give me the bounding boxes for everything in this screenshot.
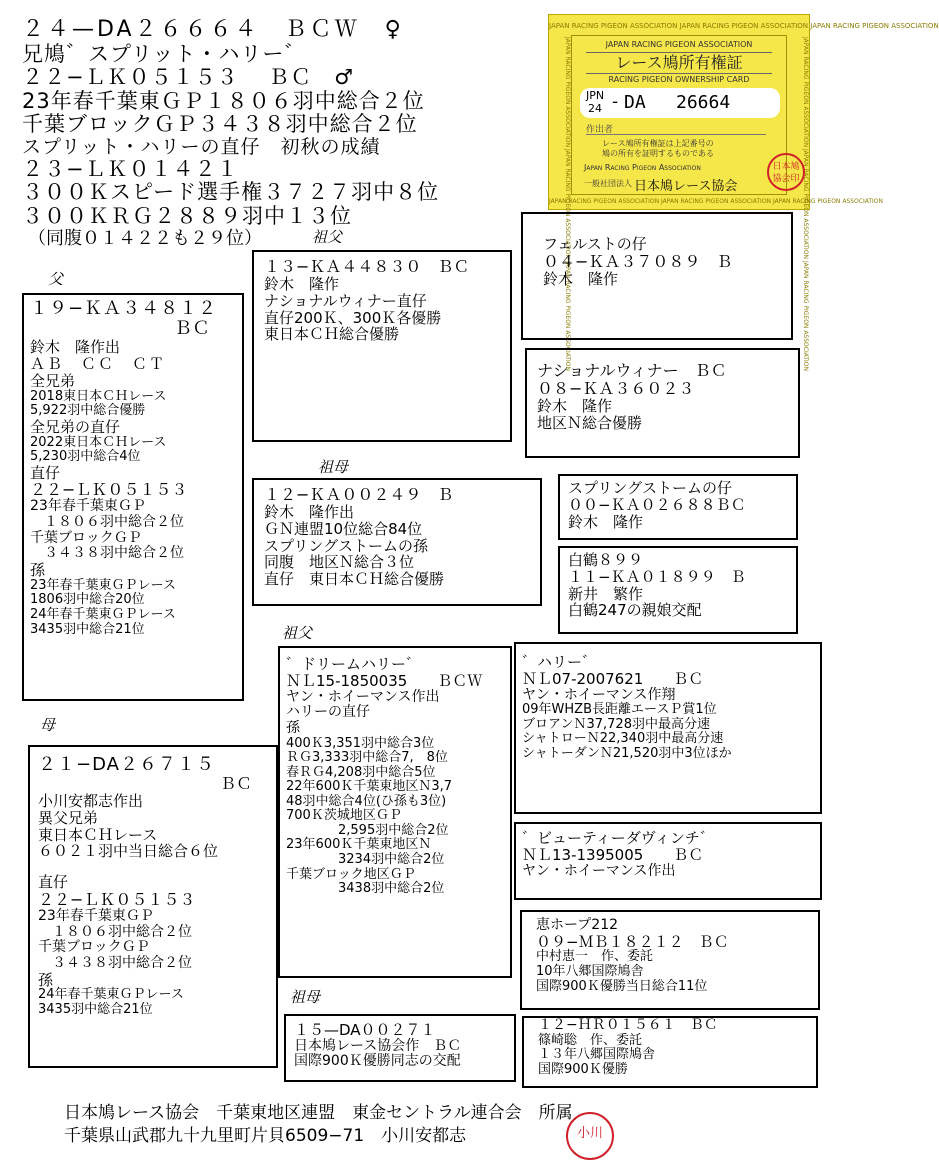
pgs-sire-box bbox=[521, 212, 793, 340]
mat-grandsire-line: 2,595羽中総合2位 bbox=[286, 822, 449, 838]
cert-author-line bbox=[586, 134, 766, 135]
mgd-dam-line: 国際900Ｋ優勝 bbox=[538, 1061, 628, 1077]
pat-granddam-line: スプリングストームの孫 bbox=[264, 536, 428, 555]
label-sofu-maternal: 祖父 bbox=[282, 624, 313, 642]
pat-grandsire-line: ナショナルウィナー直仔 bbox=[264, 291, 427, 310]
dam-line: 3435羽中総合21位 bbox=[38, 1001, 153, 1017]
mgs-sire-line: ゛ハリー゛ bbox=[522, 653, 598, 671]
sire-line: 1806羽中総合20位 bbox=[30, 592, 145, 608]
label-haha: 母 bbox=[40, 716, 56, 734]
label-sofu-paternal: 祖父 bbox=[312, 228, 343, 246]
sire-line: 孫 bbox=[30, 561, 46, 580]
sire-line: 直仔 bbox=[30, 463, 61, 482]
pgd-sire-line: 鈴木 隆作 bbox=[568, 512, 644, 531]
mgd-sire-line: 国際900Ｋ優勝当日総合11位 bbox=[536, 978, 708, 994]
header-line: ２４—DA２６６６４ ＢＣＷ ♀ bbox=[22, 17, 404, 42]
cert-ring-code: DA bbox=[624, 92, 646, 113]
cert-seal-text: 日本鳩協会印 bbox=[772, 162, 800, 184]
dam-line bbox=[38, 860, 268, 874]
sire-line: 3435羽中総合21位 bbox=[30, 621, 145, 637]
mgs-sire-line: ブロアンＮ37,728羽中最高分速 bbox=[522, 716, 710, 732]
pat-grandsire-line: 直仔200Ｋ、300Ｋ各優勝 bbox=[264, 308, 442, 327]
pgs-sire-line: フェルストの仔 bbox=[543, 235, 647, 253]
pgs-sire-line: ０４−ＫＡ３７０８９ Ｂ bbox=[543, 251, 733, 271]
mat-grandsire-line: 23年600Ｋ千葉東地区Ｎ bbox=[286, 837, 432, 853]
sire-line: 5,922羽中総合優勝 bbox=[30, 403, 146, 419]
pgs-sire-line: 鈴木 隆作 bbox=[543, 269, 619, 288]
cert-ring-dash: - bbox=[612, 92, 619, 112]
pat-grandsire-line: １３−ＫＡ４４８３０ ＢＣ bbox=[264, 257, 470, 276]
pgs-dam-box bbox=[525, 348, 800, 458]
dam-line: 異父兄弟 bbox=[38, 808, 99, 827]
mgs-sire-line: シャトーダンＮ21,520羽中3位ほか bbox=[522, 745, 732, 761]
mat-grandsire-line: 春ＲＧ4,208羽中総合5位 bbox=[286, 764, 436, 780]
mgs-dam-line: ＮＬ13-1395005 ＢＣ bbox=[522, 845, 704, 864]
cert-ring-prefix-bottom: 24 bbox=[588, 102, 602, 115]
pat-granddam-line: 直仔 東日本ＣＨ総合優勝 bbox=[264, 570, 445, 589]
mgs-dam-line: ヤン・ホイーマンス作出 bbox=[522, 862, 676, 879]
sire-line: 2022東日本ＣＨレース bbox=[30, 434, 167, 450]
pgd-dam-line: 白鶴247の親娘交配 bbox=[568, 601, 702, 620]
cert-inner-frame bbox=[571, 35, 787, 195]
pgd-sire-box bbox=[558, 474, 798, 540]
dam-line: 23年春千葉東ＧＰ bbox=[38, 907, 154, 924]
pgd-dam-box bbox=[558, 546, 798, 634]
cert-border-text-bottom: JAPAN RACING PIGEON ASSOCIATION JAPAN RACING PIGEON ASSOCIATION JAPAN RACING PIGEON ASSOCIATION bbox=[549, 198, 884, 205]
mat-grandsire-line: ＮＬ15-1850035 ＢＣＷ bbox=[286, 671, 483, 690]
mat-granddam-line: 国際900Ｋ優勝同志の交配 bbox=[294, 1053, 461, 1070]
owner-seal-text: 小川 bbox=[576, 1126, 603, 1141]
dam-color: ＢＣ bbox=[219, 774, 252, 794]
sire-line: 全兄弟の直仔 bbox=[30, 417, 121, 436]
mat-grandsire-line: 400Ｋ3,351羽中総合3位 bbox=[286, 735, 435, 751]
sire-line: １８０６羽中総合２位 bbox=[30, 514, 184, 531]
sire-color: ＢＣ bbox=[174, 318, 210, 340]
dam-line: 24年春千葉東ＧＰレース bbox=[38, 987, 184, 1003]
dam-line: ３４３８羽中総合２位 bbox=[38, 954, 192, 971]
cert-assoc-en: JAPAN RACING PIGEON ASSOCIATION bbox=[605, 40, 753, 49]
pat-grandsire-line: 東日本ＣＨ総合優勝 bbox=[264, 325, 400, 344]
mat-granddam-box bbox=[284, 1014, 516, 1082]
header-line: ３００Ｋスピード選手権３７２７羽中８位 bbox=[22, 180, 440, 205]
sire-line: 23年春千葉東ＧＰ bbox=[30, 498, 146, 515]
sire-line: 全兄弟 bbox=[30, 371, 76, 390]
mgs-sire-line: ＮＬ07-2007621 ＢＣ bbox=[522, 669, 704, 688]
dam-line: ２２−ＬＫ０５１５３ bbox=[38, 890, 196, 910]
cert-border-text-left: JAPAN RACING PIGEON ASSOCIATION JAPAN RACING PIGEON ASSOCIATION JAPAN RACING PIGEON ASSOCIATION bbox=[564, 37, 571, 372]
sire-line: 24年春千葉東ＧＰレース bbox=[30, 606, 176, 622]
label-sobo-maternal: 祖母 bbox=[290, 988, 321, 1006]
pgs-dam-line: ０８−ＫＡ３６０２３ bbox=[537, 378, 695, 398]
cert-seal bbox=[767, 153, 805, 191]
header-line: 千葉ブロックＧＰ３４３８羽中総合２位 bbox=[22, 112, 418, 137]
cert-assoc-en-small: Japan Racing Pigeon Association bbox=[584, 163, 701, 172]
mgd-sire-line: ０９−ＭＢ１８２１２ ＢＣ bbox=[536, 932, 729, 951]
mgd-dam-box bbox=[522, 1016, 818, 1088]
cert-title-ja: レース鳩所有権証 bbox=[586, 52, 772, 74]
cert-org-name: 日本鳩レース協会 bbox=[634, 179, 738, 194]
dam-line: 千葉ブロックＧＰ bbox=[38, 939, 150, 956]
sire-ring: １９−ＫＡ３４８１２ bbox=[30, 298, 218, 319]
mat-granddam-line: １５—DA００２７１ bbox=[294, 1021, 436, 1039]
mgs-dam-line: ゛ビューティーダヴィンチ゛ bbox=[522, 829, 715, 847]
pgs-dam-line: 地区Ｎ総合優勝 bbox=[537, 413, 643, 432]
owner-seal bbox=[566, 1112, 614, 1160]
sire-line: 5,230羽中総合4位 bbox=[30, 449, 141, 465]
mgs-sire-line: ヤン・ホイーマンス作翔 bbox=[522, 686, 676, 703]
dam-line: １８０６羽中総合２位 bbox=[38, 923, 192, 940]
pgs-dam-line: ナショナルウィナー ＢＣ bbox=[537, 361, 727, 380]
footer-address: 千葉県山武郡九十九里町片貝6509−71 小川安都志 bbox=[64, 1126, 467, 1146]
sire-box bbox=[22, 293, 244, 701]
mat-grandsire-box bbox=[278, 646, 512, 978]
mat-grandsire-line: ゛ドリームハリー゛ bbox=[286, 655, 422, 673]
mat-grandsire-line: 千葉ブロック地区ＧＰ bbox=[286, 866, 416, 882]
mat-grandsire-line: 孫 bbox=[286, 719, 300, 736]
header-line: 兄鳩゛スプリット・ハリー゛ bbox=[22, 41, 307, 66]
sire-line: 鈴木 隆作出 bbox=[30, 338, 121, 357]
mat-grandsire-line: 22年600Ｋ千葉東地区Ｎ3,7 bbox=[286, 779, 453, 795]
header-line: ２２−ＬＫ０５１５３ ＢＣ ♂ bbox=[22, 65, 355, 90]
pgd-dam-line: １１−ＫＡ０１８９９ Ｂ bbox=[568, 567, 746, 586]
mat-grandsire-line: 3438羽中総合2位 bbox=[286, 881, 445, 897]
cert-ring-number: 26664 bbox=[676, 92, 731, 113]
cert-author-label: 作出者 bbox=[586, 125, 614, 135]
mgd-sire-box bbox=[520, 910, 820, 1010]
footer-affiliation: 日本鳩レース協会 千葉東地区連盟 東金セントラル連合会 所属 bbox=[64, 1103, 573, 1123]
mat-grandsire-line: ハリーの直仔 bbox=[286, 704, 370, 721]
mgs-sire-line: 09年WHZB長距離エースＰ賞1位 bbox=[522, 702, 717, 718]
label-sobo-paternal: 祖母 bbox=[318, 458, 349, 476]
mgd-sire-line: 10年八郷国際鳩舎 bbox=[536, 964, 644, 980]
cert-note-1: レース鳩所有権証は上記番号の bbox=[602, 139, 714, 148]
mat-granddam-line: 日本鳩レース協会作 ＢＣ bbox=[294, 1037, 462, 1054]
sire-line: 千葉ブロックＧＰ bbox=[30, 529, 142, 546]
header-line: ３００ＫＲＧ２８８９羽中１３位 bbox=[22, 203, 352, 228]
label-chichi: 父 bbox=[48, 270, 64, 288]
pat-granddam-line: 同腹 地区Ｎ総合３位 bbox=[264, 553, 415, 572]
dam-line: 小川安都志作出 bbox=[38, 792, 144, 811]
pigeon-header bbox=[22, 18, 439, 249]
dam-ring: ２１−DA２６７１５ bbox=[38, 754, 215, 775]
pat-grandsire-line: 鈴木 隆作 bbox=[264, 274, 340, 293]
dam-line: ６０２１羽中当日総合６位 bbox=[38, 842, 219, 861]
header-line: スプリット・ハリーの直仔 初秋の成績 bbox=[22, 135, 381, 158]
pat-granddam-line: １２−ＫＡ００２４９ Ｂ bbox=[264, 485, 454, 504]
cert-org-prefix: 一般社団法人 bbox=[584, 179, 632, 188]
pgs-dam-line: 鈴木 隆作 bbox=[537, 396, 613, 415]
mgs-sire-box bbox=[514, 642, 822, 814]
dam-line: 東日本ＣＨレース bbox=[38, 825, 158, 844]
pgd-sire-line: スプリングストームの仔 bbox=[568, 479, 732, 497]
sire-line: 2018東日本ＣＨレース bbox=[30, 388, 167, 404]
pat-granddam-line: 鈴木 隆作出 bbox=[264, 502, 355, 521]
pat-granddam-line: ＧＮ連盟10位総合84位 bbox=[264, 519, 423, 538]
sire-line: ３４３８羽中総合２位 bbox=[30, 545, 184, 562]
mat-grandsire-line: 48羽中総合4位(ひ孫も3位) bbox=[286, 793, 447, 809]
pgd-dam-line: 新井 繁作 bbox=[568, 584, 644, 603]
mgd-dam-line: 篠崎聡 作、委託 bbox=[538, 1032, 643, 1048]
cert-note-2: 鳩の所有を証明するものである bbox=[602, 149, 714, 158]
cert-border-text-right: JAPAN RACING PIGEON ASSOCIATION JAPAN RACING PIGEON ASSOCIATION JAPAN RACING PIGEON ASSOCIATION bbox=[802, 37, 809, 372]
pat-granddam-box bbox=[252, 478, 542, 606]
sire-line: ２２−ＬＫ０５１５３ bbox=[30, 480, 188, 500]
mat-grandsire-line: ヤン・ホイーマンス作出 bbox=[286, 688, 440, 705]
dam-line: 孫 bbox=[38, 970, 54, 989]
mgd-dam-line: １３年八郷国際鳩舎 bbox=[538, 1047, 656, 1063]
sire-line: 23年春千葉東ＧＰレース bbox=[30, 577, 176, 593]
pat-grandsire-box bbox=[252, 250, 512, 442]
cert-ring-prefix-top: JPN bbox=[586, 89, 605, 102]
mgs-dam-box bbox=[514, 822, 822, 900]
cert-ring-box bbox=[580, 88, 780, 118]
header-line: （同腹０１４２２も２９位） bbox=[28, 227, 262, 249]
header-line: 23年春千葉東ＧＰ１８０６羽中総合２位 bbox=[22, 88, 425, 113]
mgd-sire-line: 恵ホープ212 bbox=[536, 917, 619, 933]
dam-line: 直仔 bbox=[38, 873, 69, 892]
mat-grandsire-line: ＲＧ3,333羽中総合7, 8位 bbox=[286, 750, 448, 766]
dam-box bbox=[28, 745, 278, 1068]
mat-grandsire-line: 3234羽中総合2位 bbox=[286, 851, 445, 867]
mgd-dam-line: １２−ＨＲ０１５６１ ＢＣ bbox=[538, 1017, 718, 1033]
mat-grandsire-line: 700Ｋ茨城地区ＧＰ bbox=[286, 808, 402, 824]
pgd-sire-line: ００−ＫＡ０２６８８ＢＣ bbox=[568, 495, 746, 514]
mgs-sire-line: シャトローＮ22,340羽中最高分速 bbox=[522, 731, 724, 747]
cert-border-text: JAPAN RACING PIGEON ASSOCIATION JAPAN RACING PIGEON ASSOCIATION JAPAN RACING PIGEON ASSOCIATION bbox=[549, 22, 939, 30]
mgd-sire-line: 中村恵一 作、委託 bbox=[536, 949, 654, 965]
cert-title-en: RACING PIGEON OWNERSHIP CARD bbox=[608, 75, 750, 84]
pgd-dam-line: 白鶴８９９ bbox=[568, 551, 644, 569]
sire-line: ＡＢ ＣＣ ＣＴ bbox=[30, 355, 167, 374]
header-line: ２３−ＬＫ０１４２１ bbox=[22, 156, 239, 181]
